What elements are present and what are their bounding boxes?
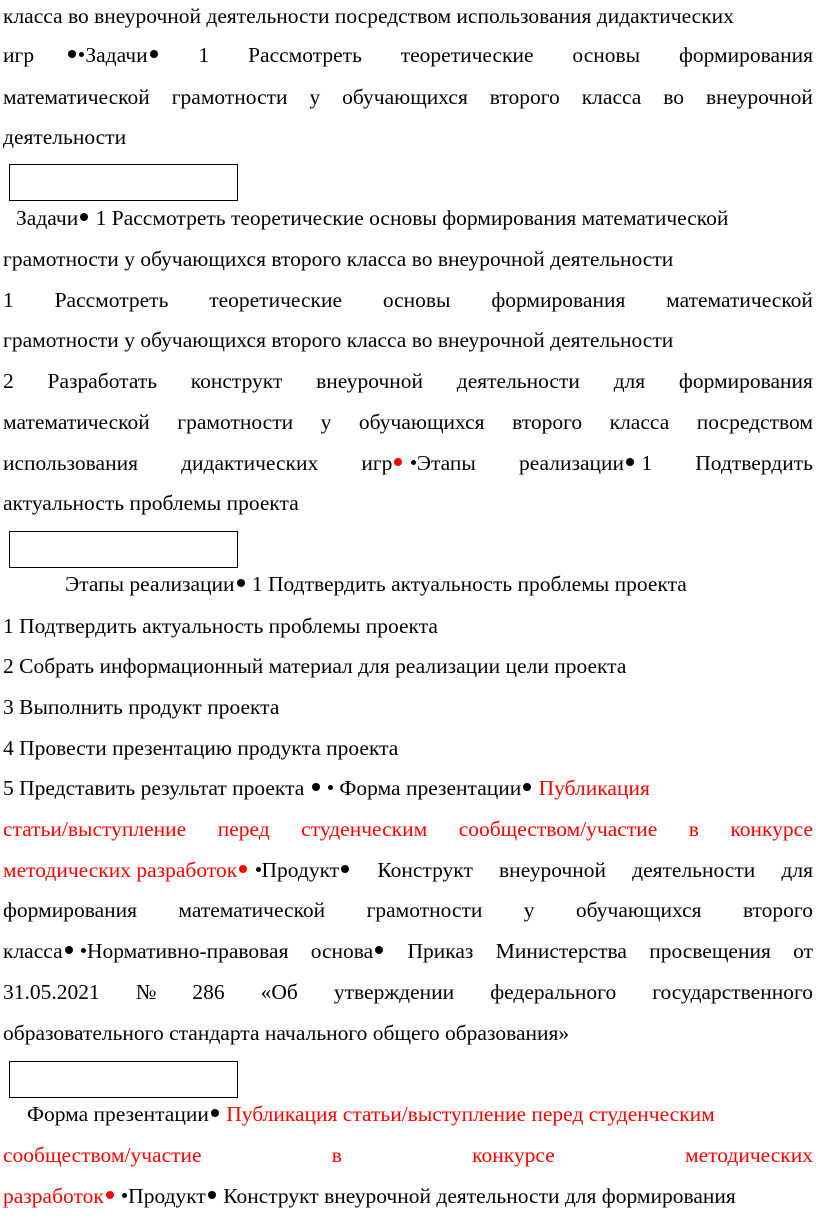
text-line <box>3 896 813 924</box>
text: Конструкт <box>377 858 473 882</box>
text-line <box>3 612 813 640</box>
text: Рассмотреть <box>54 288 169 312</box>
text-line <box>3 83 813 111</box>
text: математической <box>3 410 150 434</box>
text: внеурочной <box>316 369 424 393</box>
text: 1 <box>198 43 210 67</box>
text: 31.05.2021 <box>3 980 100 1004</box>
text: федерального <box>490 980 617 1004</box>
text: 5 Представить результат проекта <box>3 776 305 800</box>
text-line <box>3 41 813 69</box>
text: Публикация <box>538 776 650 800</box>
text: грамотности <box>171 85 288 109</box>
text: методических разработок <box>3 858 238 882</box>
text: математической <box>666 288 813 312</box>
text: просвещения <box>649 939 771 963</box>
empty-frame <box>9 164 238 201</box>
text-line <box>3 774 813 802</box>
text-group <box>519 449 652 477</box>
bullet-icon <box>256 867 261 872</box>
text: в <box>331 1143 342 1167</box>
text: второго <box>489 85 560 109</box>
text: Этапы реализации <box>65 572 235 596</box>
text: грамотности <box>366 898 483 922</box>
text: для <box>781 858 813 882</box>
text: Форма презентации <box>27 1102 209 1126</box>
text: во <box>663 85 685 109</box>
empty-frame <box>9 531 238 568</box>
text: конструкт <box>190 369 283 393</box>
text: 2 Собрать информационный материал для реализации цели проекта <box>3 654 627 678</box>
text: утверждении <box>333 980 455 1004</box>
text: «Об <box>260 980 298 1004</box>
text-line <box>3 1019 813 1047</box>
text-line <box>3 734 813 762</box>
text: конкурсе <box>730 817 813 841</box>
text-line <box>3 367 813 395</box>
bullet-icon <box>80 213 88 221</box>
text: 3 Выполнить продукт проекта <box>3 695 280 719</box>
bullet-icon <box>411 460 416 465</box>
bullet-icon <box>68 50 76 58</box>
text: грамотности <box>177 410 294 434</box>
text: от <box>793 939 813 963</box>
text: у <box>320 410 332 434</box>
text: грамотности у обучающихся второго класса во внеурочной деятельности <box>3 247 674 271</box>
bullet-icon <box>239 865 247 873</box>
text: формирования <box>3 898 138 922</box>
bullet-icon <box>208 1191 216 1199</box>
bullet-icon <box>237 579 245 587</box>
text: Продукт <box>128 1184 206 1208</box>
text-line <box>3 286 813 314</box>
text: Продукт <box>261 858 340 882</box>
text: формирования <box>678 43 813 67</box>
bullet-icon <box>328 785 333 790</box>
bullet-icon <box>79 52 84 57</box>
text: основы <box>382 288 451 312</box>
text: Задачи <box>85 43 148 67</box>
text: Рассмотреть <box>248 43 362 67</box>
text: обучающихся <box>575 898 702 922</box>
text: деятельности <box>456 369 580 393</box>
text-line <box>3 449 813 477</box>
text: игр <box>3 43 35 67</box>
text: класса <box>609 410 670 434</box>
text-line <box>3 2 813 30</box>
text: сообществом/участие <box>3 1143 202 1167</box>
text: математической <box>178 898 326 922</box>
bullet-icon <box>106 1191 114 1199</box>
bullet-icon <box>150 50 158 58</box>
text: деятельности <box>632 858 756 882</box>
text: формирования <box>678 369 813 393</box>
text-line <box>3 693 813 721</box>
text: класса <box>581 85 642 109</box>
text-line <box>3 856 813 884</box>
text: теоретические <box>400 43 534 67</box>
text: второго <box>512 410 583 434</box>
text: у <box>523 898 535 922</box>
text: внеурочной <box>499 858 606 882</box>
text: грамотности у обучающихся второго класса во внеурочной деятельности <box>3 328 674 352</box>
text: актуальность проблемы проекта <box>3 491 299 515</box>
text: статьи/выступление <box>3 817 187 841</box>
text-line <box>3 815 813 843</box>
text: основы <box>572 43 641 67</box>
text: обучающихся <box>358 410 485 434</box>
bullet-icon <box>81 948 86 953</box>
text: второго <box>742 898 813 922</box>
bullet-icon <box>523 783 531 791</box>
text: 2 <box>3 369 14 393</box>
bullet-icon <box>312 783 320 791</box>
text-line <box>3 489 813 517</box>
text-line <box>3 652 813 680</box>
text: класса <box>3 939 63 963</box>
text: теоретические <box>209 288 342 312</box>
text-group <box>311 937 386 965</box>
text: основа <box>310 939 374 963</box>
text-line <box>3 408 813 436</box>
text-line <box>3 1141 813 1169</box>
text: сообществом/участие <box>458 817 658 841</box>
text: 286 <box>192 980 225 1004</box>
bullet-icon <box>211 1109 219 1117</box>
text: игр <box>361 451 393 475</box>
text: обучающихся <box>342 85 468 109</box>
text-line <box>3 245 813 273</box>
text-line <box>3 937 813 965</box>
text: 1 <box>641 451 653 475</box>
text: реализации <box>518 451 625 475</box>
text: класса во внеурочной деятельности посредством использования дидактических <box>3 4 734 28</box>
text: использования <box>3 451 138 475</box>
text: 1 <box>3 288 14 312</box>
text: у <box>309 85 321 109</box>
text-line <box>27 1100 816 1128</box>
bullet-icon <box>626 458 634 466</box>
text: конкурсе <box>472 1143 555 1167</box>
text: Конструкт внеурочной деятельности для формирования <box>223 1184 736 1208</box>
text: № <box>135 980 157 1004</box>
text: государственного <box>652 980 813 1004</box>
bullet-icon <box>375 946 383 954</box>
bullet-icon <box>65 946 73 954</box>
text-line <box>65 570 816 598</box>
text: Разработать <box>47 369 158 393</box>
text-group <box>3 937 288 965</box>
empty-frame <box>9 1061 238 1098</box>
text-line <box>16 204 816 232</box>
text: в <box>688 817 699 841</box>
text: 4 Провести презентацию продукта проекта <box>3 736 399 760</box>
text: посредством <box>696 410 813 434</box>
text: Министерства <box>495 939 627 963</box>
text: методических <box>685 1143 813 1167</box>
bullet-icon <box>341 865 349 873</box>
text: формирования <box>491 288 626 312</box>
text: студенческим <box>301 817 428 841</box>
text-line <box>3 123 813 151</box>
bullet-icon <box>394 458 402 466</box>
text: разработок <box>3 1184 104 1208</box>
text: Задачи <box>16 206 79 230</box>
text: Нормативно-правовая <box>86 939 289 963</box>
text: Подтвердить <box>695 451 813 475</box>
text: Приказ <box>407 939 474 963</box>
text-group <box>3 41 160 69</box>
text: 1 Подтвердить актуальность проблемы проекта <box>251 572 687 596</box>
text-line <box>3 326 813 354</box>
text: дидактических <box>181 451 319 475</box>
text: Этапы <box>416 451 476 475</box>
text: 1 Подтвердить актуальность проблемы проекта <box>3 614 438 638</box>
text: математической <box>3 85 150 109</box>
text: для <box>613 369 646 393</box>
text-line <box>3 978 813 1006</box>
text: Форма презентации <box>339 776 522 800</box>
text-group <box>3 856 351 884</box>
text: деятельности <box>3 125 127 149</box>
text-group <box>361 449 476 477</box>
text: внеурочной <box>705 85 813 109</box>
text: 1 Рассмотреть теоретические основы формирования математической <box>95 206 729 230</box>
text: образовательного стандарта начального общего образования» <box>3 1021 570 1045</box>
text-line <box>3 1182 813 1210</box>
text: перед <box>217 817 270 841</box>
text: Публикация статьи/выступление перед студенческим <box>226 1102 715 1126</box>
bullet-icon <box>122 1193 127 1198</box>
